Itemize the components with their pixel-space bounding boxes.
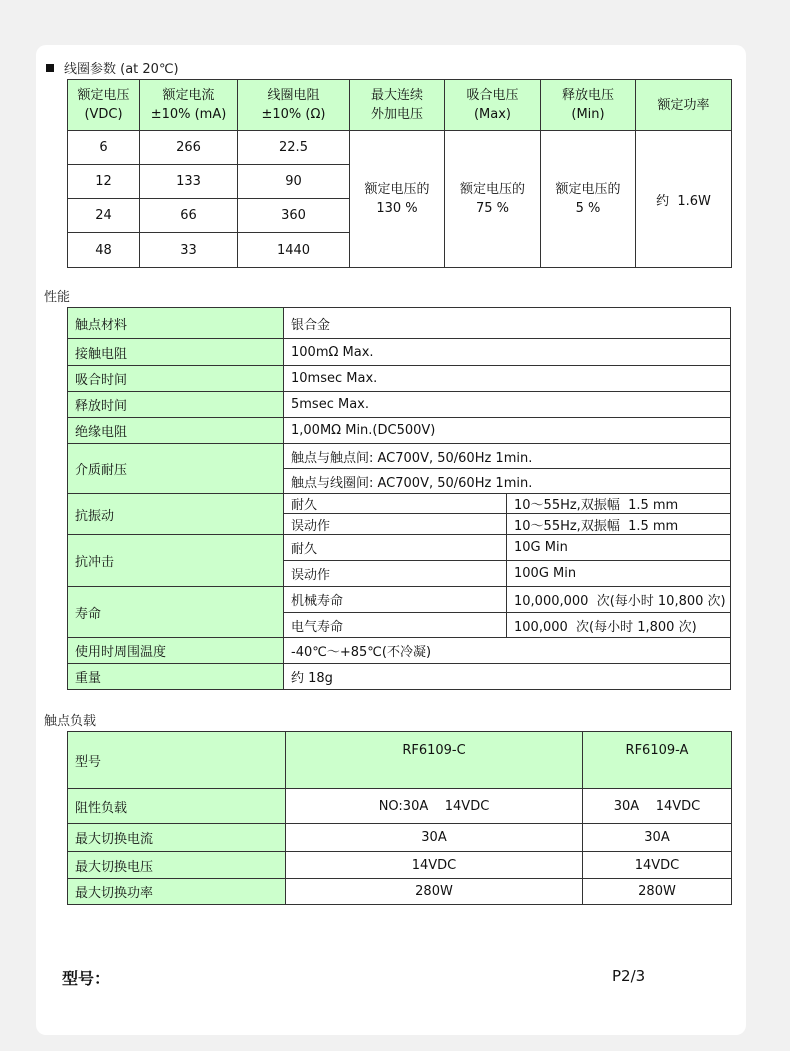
value-operate-time: 10msec Max. (284, 366, 731, 392)
cell-current: 33 (140, 233, 238, 268)
header-release-voltage: 释放电压 (Min) (541, 80, 636, 131)
table-row (68, 131, 732, 165)
cell-voltage: 48 (68, 233, 140, 268)
sub-shock-endurance: 耐久 (284, 535, 507, 561)
value-insulation-resistance: 1,00MΩ Min.(DC500V) (284, 418, 731, 444)
value-mechanical-life: 10,000,000 次(每小时 10,800 次) (507, 587, 731, 613)
label-insulation-resistance: 绝缘电阻 (68, 418, 284, 444)
value-dielectric-contact-contact: 触点与触点间: AC700V, 50/60Hz 1min. (284, 444, 731, 469)
label-max-switching-current: 最大切换电流 (68, 824, 286, 852)
cell-current: 266 (140, 131, 238, 165)
value-dielectric-contact-coil: 触点与线圈间: AC700V, 50/60Hz 1min. (284, 469, 731, 494)
performance-section-title: 性能 (44, 290, 71, 305)
label-weight: 重量 (68, 664, 284, 690)
table-row (68, 418, 731, 444)
label-temperature: 使用时周围温度 (68, 638, 284, 664)
cell-pickup-voltage: 额定电压的 75 % (445, 131, 541, 268)
label-dielectric: 介质耐压 (68, 444, 284, 494)
value-resistive-load-a: 30A 14VDC (583, 789, 732, 824)
label-operate-time: 吸合时间 (68, 366, 284, 392)
sub-vibration-endurance: 耐久 (284, 494, 507, 514)
table-row (68, 308, 731, 339)
header-rated-voltage: 额定电压 (VDC) (68, 80, 140, 131)
table-row (68, 339, 731, 366)
value-contact-resistance: 100mΩ Max. (284, 339, 731, 366)
header-max-continuous-voltage: 最大连续 外加电压 (350, 80, 445, 131)
value-shock-endurance: 10G Min (507, 535, 731, 561)
value-resistive-load-c: NO:30A 14VDC (286, 789, 583, 824)
value-temperature: -40℃～+85℃(不冷凝) (284, 638, 731, 664)
value-electrical-life: 100,000 次(每小时 1,800 次) (507, 613, 731, 638)
load-header-row (68, 732, 732, 789)
table-row (68, 366, 731, 392)
square-bullet-icon (46, 64, 54, 72)
value-max-switching-current-c: 30A (286, 824, 583, 852)
spec-card (36, 45, 746, 1035)
table-row (68, 444, 731, 469)
value-weight: 约 18g (284, 664, 731, 690)
value-max-switching-voltage-a: 14VDC (583, 852, 732, 879)
coil-section-title (46, 62, 179, 78)
header-rated-current: 额定电流 ±10% (mA) (140, 80, 238, 131)
value-contact-material: 银合金 (284, 308, 731, 339)
value-max-switching-power-a: 280W (583, 879, 732, 905)
value-max-switching-power-c: 280W (286, 879, 583, 905)
cell-resistance: 90 (238, 165, 350, 199)
label-model: 型号 (68, 732, 286, 789)
contact-load-section-title: 触点负载 (44, 714, 97, 729)
table-row (68, 664, 731, 690)
cell-resistance: 360 (238, 199, 350, 233)
label-contact-resistance: 接触电阻 (68, 339, 284, 366)
cell-rated-power: 约 1.6W (636, 131, 732, 268)
table-row (68, 535, 731, 561)
coil-params-table (67, 79, 732, 268)
model-rf6109-a: RF6109-A (583, 732, 732, 789)
value-shock-malfunction: 100G Min (507, 561, 731, 587)
cell-current: 66 (140, 199, 238, 233)
header-rated-power: 额定功率 (636, 80, 732, 131)
table-row (68, 638, 731, 664)
sub-shock-malfunction: 误动作 (284, 561, 507, 587)
performance-table (67, 307, 731, 690)
value-vibration-malfunction: 10～55Hz,双振幅 1.5 mm (507, 514, 731, 535)
table-row (68, 879, 732, 905)
cell-voltage: 12 (68, 165, 140, 199)
sub-electrical-life: 电气寿命 (284, 613, 507, 638)
footer-model-label: 型号： (62, 969, 111, 988)
table-row (68, 392, 731, 418)
cell-voltage: 6 (68, 131, 140, 165)
sub-vibration-malfunction: 误动作 (284, 514, 507, 535)
label-max-switching-power: 最大切换功率 (68, 879, 286, 905)
table-row (68, 789, 732, 824)
value-release-time: 5msec Max. (284, 392, 731, 418)
label-contact-material: 触点材料 (68, 308, 284, 339)
value-max-switching-voltage-c: 14VDC (286, 852, 583, 879)
model-rf6109-c: RF6109-C (286, 732, 583, 789)
label-vibration: 抗振动 (68, 494, 284, 535)
value-max-switching-current-a: 30A (583, 824, 732, 852)
table-row (68, 824, 732, 852)
sub-mechanical-life: 机械寿命 (284, 587, 507, 613)
coil-header-row (68, 80, 732, 131)
label-release-time: 释放时间 (68, 392, 284, 418)
cell-resistance: 1440 (238, 233, 350, 268)
label-resistive-load: 阻性负载 (68, 789, 286, 824)
table-row (68, 852, 732, 879)
contact-load-table (67, 731, 732, 905)
cell-voltage: 24 (68, 199, 140, 233)
page-number: P2/3 (612, 967, 646, 985)
header-coil-resistance: 线圈电阻 ±10% (Ω) (238, 80, 350, 131)
value-vibration-endurance: 10～55Hz,双振幅 1.5 mm (507, 494, 731, 514)
cell-release-voltage: 额定电压的 5 % (541, 131, 636, 268)
label-max-switching-voltage: 最大切换电压 (68, 852, 286, 879)
cell-current: 133 (140, 165, 238, 199)
table-row (68, 494, 731, 514)
cell-resistance: 22.5 (238, 131, 350, 165)
cell-max-continuous-voltage: 额定电压的 130 % (350, 131, 445, 268)
table-row (68, 587, 731, 613)
header-pickup-voltage: 吸合电压 (Max) (445, 80, 541, 131)
label-shock: 抗冲击 (68, 535, 284, 587)
coil-title-text: 线圈参数 (at 20℃) (64, 62, 179, 77)
label-life: 寿命 (68, 587, 284, 638)
